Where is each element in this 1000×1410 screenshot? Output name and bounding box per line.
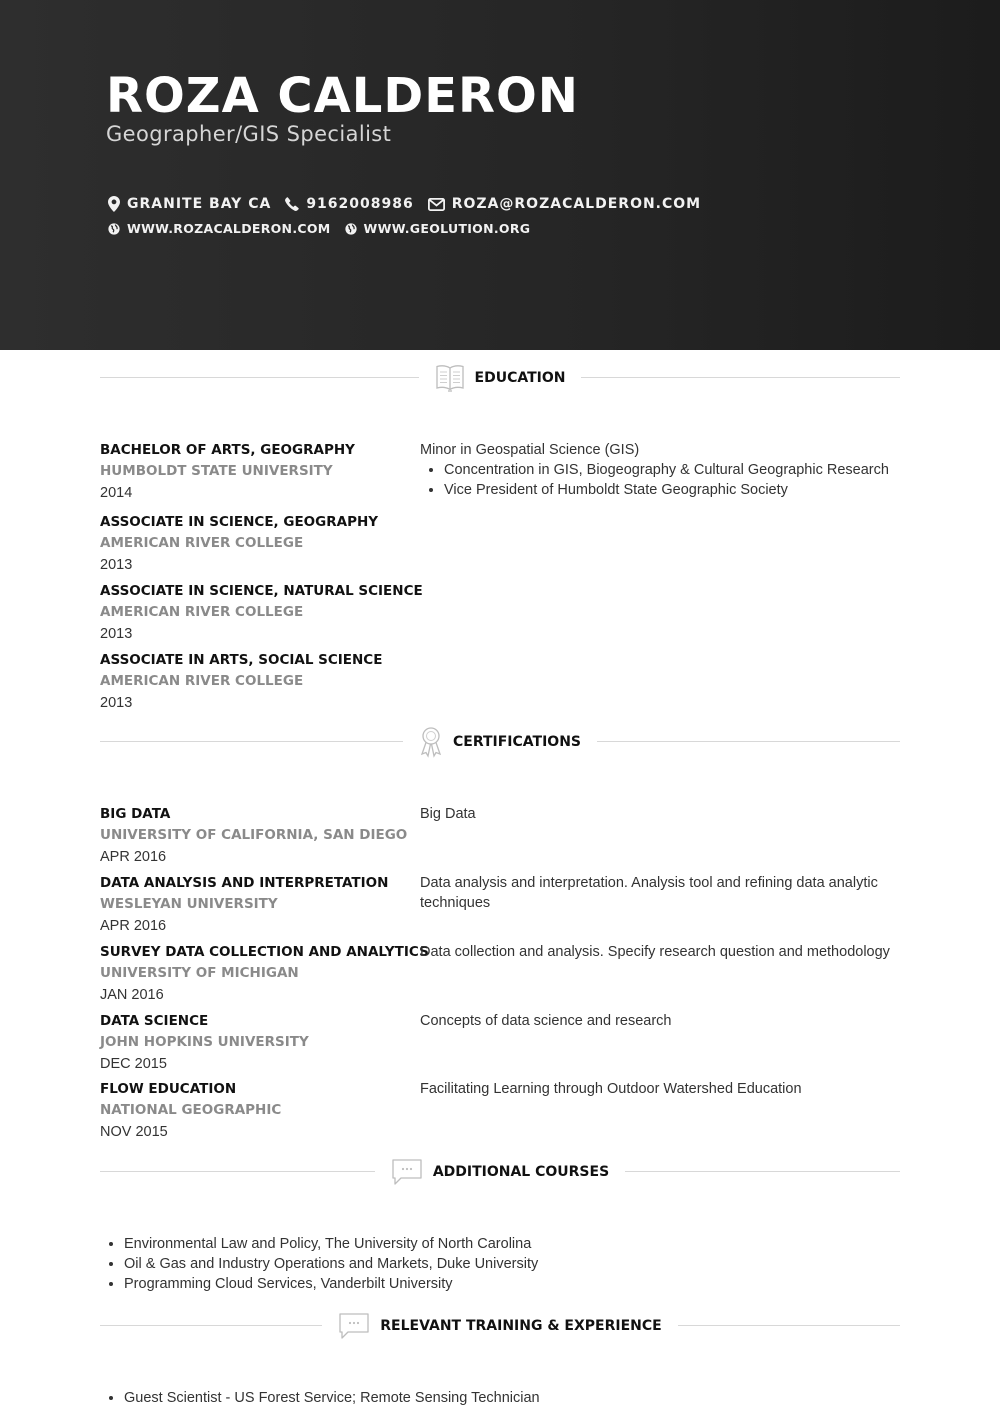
- contact-website-2[interactable]: [345, 221, 531, 236]
- contact-website-1[interactable]: [108, 221, 331, 236]
- speech-bubble-icon: [391, 1158, 423, 1186]
- entry-date: APR 2016: [100, 918, 167, 934]
- contact-email[interactable]: [428, 196, 701, 212]
- certification-name: SURVEY DATA COLLECTION AND ANALYTICS: [100, 944, 429, 960]
- list-item: • Oil & Gas and Industry Operations and Markets, Duke University: [124, 1254, 900, 1274]
- degree-title: ASSOCIATE IN SCIENCE, NATURAL SCIENCE: [100, 583, 423, 599]
- entry-description: [420, 440, 900, 500]
- education-entry: [100, 512, 900, 576]
- certification-entry: [100, 1011, 900, 1075]
- certification-name: DATA SCIENCE: [100, 1013, 209, 1029]
- book-icon: [435, 364, 465, 392]
- section-heading: CERTIFICATIONS: [452, 734, 581, 750]
- list-item: • Concentration in GIS, Biogeography & Cultural Geographic Research: [444, 460, 900, 480]
- candidate-title: Geographer/GIS Specialist: [106, 122, 392, 146]
- issuer-name: JOHN HOPKINS UNIVERSITY: [100, 1034, 309, 1050]
- entry-date: NOV 2015: [100, 1124, 168, 1140]
- certification-name: FLOW EDUCATION: [100, 1081, 237, 1097]
- email-text: ROZA@ROZACALDERON.COM: [451, 196, 702, 212]
- list-item: • Environmental Law and Policy, The University of North Carolina: [124, 1234, 900, 1254]
- entry-date: DEC 2015: [100, 1056, 167, 1072]
- training-list: [124, 1388, 900, 1408]
- certification-entry: [100, 804, 900, 868]
- speech-bubble-icon: [338, 1312, 370, 1340]
- location-text: GRANITE BAY CA: [127, 196, 272, 212]
- contact-row-websites: [108, 221, 544, 236]
- contact-phone[interactable]: [285, 196, 413, 212]
- map-pin-icon: [108, 196, 120, 212]
- entry-date: 2014: [100, 485, 133, 501]
- institution-name: AMERICAN RIVER COLLEGE: [100, 673, 304, 689]
- education-section-title: [100, 363, 900, 393]
- certification-entry: [100, 942, 900, 1006]
- issuer-name: WESLEYAN UNIVERSITY: [100, 896, 278, 912]
- issuer-name: UNIVERSITY OF CALIFORNIA, SAN DIEGO: [100, 827, 408, 843]
- resume-header: [0, 0, 1000, 350]
- website-1-text: WWW.ROZACALDERON.COM: [127, 221, 331, 236]
- candidate-name: ROZA CALDERON: [106, 68, 579, 124]
- certifications-section-title: [100, 727, 900, 757]
- courses-section-title: [100, 1157, 900, 1187]
- description-bullets: [444, 460, 900, 500]
- degree-title: BACHELOR OF ARTS, GEOGRAPHY: [100, 442, 355, 458]
- list-item: • Vice President of Humboldt State Geographic Society: [444, 480, 900, 500]
- education-entry: [100, 581, 900, 645]
- phone-text: 9162008986: [306, 196, 414, 212]
- entry-description: Data analysis and interpretation. Analysis tool and refining data analytic techniques: [420, 875, 878, 911]
- institution-name: HUMBOLDT STATE UNIVERSITY: [100, 463, 333, 479]
- website-2-text: WWW.GEOLUTION.ORG: [363, 221, 531, 236]
- entry-date: APR 2016: [100, 849, 167, 865]
- issuer-name: NATIONAL GEOGRAPHIC: [100, 1102, 282, 1118]
- description-text: Minor in Geospatial Science (GIS): [420, 442, 640, 458]
- list-item: • Programming Cloud Services, Vanderbilt University: [124, 1274, 900, 1294]
- education-entry: [100, 440, 900, 504]
- section-heading: EDUCATION: [474, 370, 566, 386]
- contact-row-primary: [108, 196, 715, 212]
- section-heading: ADDITIONAL COURSES: [432, 1164, 610, 1180]
- globe-icon: [108, 223, 120, 235]
- phone-icon: [285, 197, 299, 211]
- entry-description: Data collection and analysis. Specify research question and methodology: [420, 944, 890, 960]
- entry-description: Big Data: [420, 806, 476, 822]
- certification-name: DATA ANALYSIS AND INTERPRETATION: [100, 875, 389, 891]
- section-heading: RELEVANT TRAINING & EXPERIENCE: [380, 1318, 662, 1334]
- institution-name: AMERICAN RIVER COLLEGE: [100, 604, 304, 620]
- training-section-title: [100, 1311, 900, 1341]
- entry-description: Facilitating Learning through Outdoor Watershed Education: [420, 1081, 802, 1097]
- entry-date: JAN 2016: [100, 987, 164, 1003]
- entry-date: 2013: [100, 626, 133, 642]
- institution-name: AMERICAN RIVER COLLEGE: [100, 535, 304, 551]
- award-ribbon-icon: [419, 726, 443, 758]
- degree-title: ASSOCIATE IN SCIENCE, GEOGRAPHY: [100, 514, 379, 530]
- degree-title: ASSOCIATE IN ARTS, SOCIAL SCIENCE: [100, 652, 383, 668]
- list-item: • Guest Scientist - US Forest Service; Remote Sensing Technician: [124, 1388, 900, 1408]
- issuer-name: UNIVERSITY OF MICHIGAN: [100, 965, 299, 981]
- entry-date: 2013: [100, 557, 133, 573]
- certification-entry: [100, 1079, 900, 1143]
- globe-icon: [345, 223, 357, 235]
- courses-list: [124, 1234, 900, 1294]
- certification-entry: [100, 873, 900, 937]
- contact-location: [108, 196, 271, 212]
- education-entry: [100, 650, 900, 714]
- certification-name: BIG DATA: [100, 806, 171, 822]
- envelope-icon: [428, 198, 445, 211]
- entry-description: Concepts of data science and research: [420, 1013, 672, 1029]
- entry-date: 2013: [100, 695, 133, 711]
